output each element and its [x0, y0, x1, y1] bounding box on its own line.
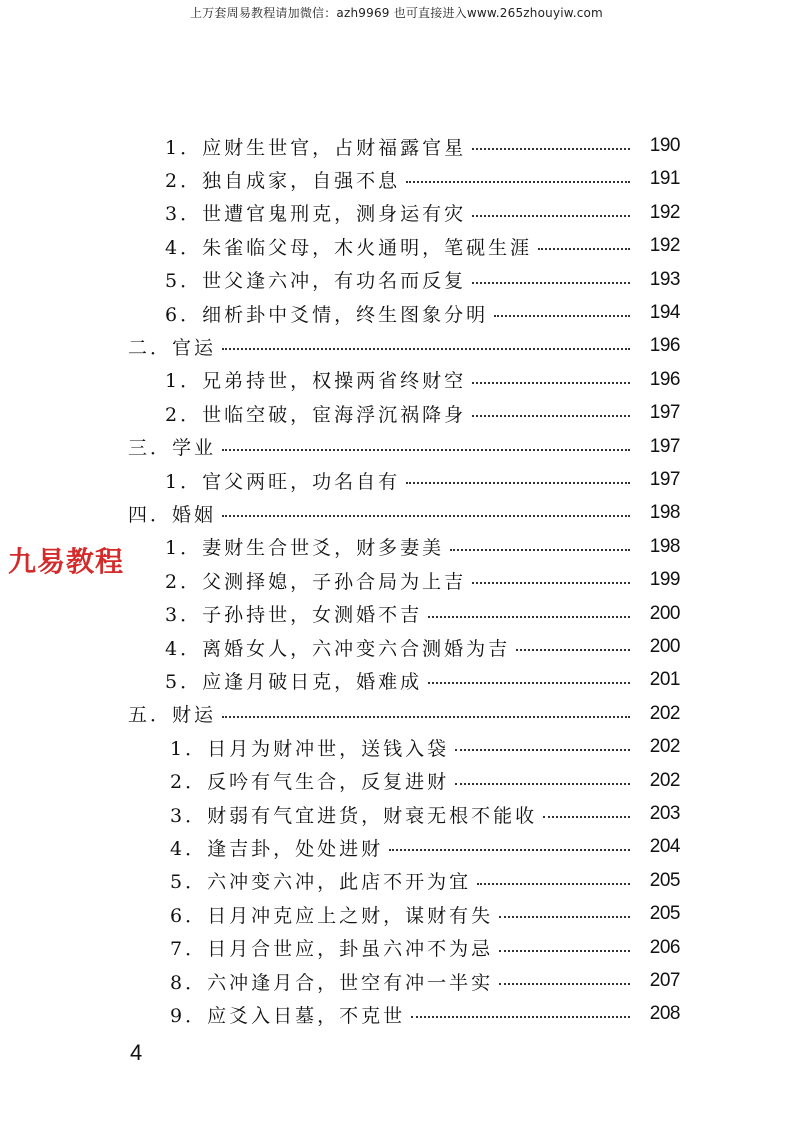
toc-entry[interactable]: [165, 631, 680, 663]
toc-entry-title: 2．父测择媳，子孙合局为上吉: [165, 570, 467, 593]
toc-leader-dots: [472, 215, 630, 217]
toc-entry-title: 3．财弱有气宜进货，财衰无根不能收: [170, 804, 538, 827]
toc-leader-dots: [411, 1016, 630, 1018]
toc-entry[interactable]: [165, 664, 680, 696]
toc-entry-title: 2．世临空破，宦海浮沉祸降身: [165, 403, 467, 426]
toc-entry-title: 1．日月为财冲世，送钱入袋: [170, 737, 450, 760]
toc-leader-dots: [222, 348, 630, 350]
toc-leader-dots: [222, 515, 630, 517]
toc-entry-title: 四．婚姻: [128, 503, 217, 526]
toc-entry[interactable]: [165, 130, 680, 162]
toc-entry[interactable]: [128, 330, 680, 362]
toc-entry-page: 196: [649, 368, 680, 390]
toc-leader-dots: [472, 415, 630, 417]
toc-entry[interactable]: [165, 163, 680, 195]
toc-entry-page: 200: [649, 636, 680, 657]
toc-entry-page: 197: [649, 469, 680, 490]
toc-entry-title: 1．官父两旺，功名自有: [165, 470, 401, 493]
toc-entry-title: 3．子孙持世，女测婚不吉: [165, 604, 423, 627]
toc-leader-dots: [472, 382, 630, 384]
toc-leader-dots: [428, 616, 630, 618]
toc-entry-title: 4．逢吉卦，处处进财: [170, 837, 384, 860]
toc-entry-page: 202: [649, 702, 680, 724]
toc-entry-page: 201: [649, 669, 680, 691]
toc-entry[interactable]: [165, 197, 680, 229]
toc-leader-dots: [428, 682, 630, 684]
toc-entry[interactable]: [170, 798, 680, 830]
toc-leader-dots: [494, 315, 630, 317]
toc-entry-title: 1．妻财生合世爻，财多妻美: [165, 537, 445, 560]
toc-entry[interactable]: [170, 831, 680, 863]
toc-entry[interactable]: [165, 397, 680, 429]
toc-entry-title: 二．官运: [128, 336, 217, 359]
toc-entry-title: 3．世遭官鬼刑克，测身运有灾: [165, 203, 467, 226]
toc-leader-dots: [455, 749, 630, 751]
toc-entry[interactable]: [165, 364, 680, 396]
toc-entry-page: 207: [649, 970, 680, 991]
toc-entry-page: 191: [649, 168, 680, 190]
toc-entry[interactable]: [170, 965, 680, 997]
toc-entry-title: 4．朱雀临父母，木火通明，笔砚生涯: [165, 236, 533, 259]
toc-leader-dots: [455, 783, 630, 785]
toc-entry-page: 206: [649, 936, 680, 958]
toc-entry-page: 202: [649, 736, 680, 758]
toc-entry[interactable]: [170, 865, 680, 897]
toc-leader-dots: [499, 950, 630, 952]
toc-leader-dots: [406, 482, 630, 484]
watermark-logo: 九易教程: [8, 545, 125, 578]
toc-leader-dots: [450, 549, 630, 551]
toc-entry[interactable]: [170, 998, 680, 1030]
toc-entry-title: 1．应财生世官，占财福露官星: [165, 136, 467, 159]
toc-entry-page: 198: [649, 502, 680, 524]
toc-entry-page: 192: [649, 235, 680, 257]
toc-entry-page: 192: [649, 201, 680, 223]
toc-entry-page: 194: [649, 302, 680, 323]
toc-entry[interactable]: [128, 698, 680, 730]
toc-entry-title: 五．财运: [128, 704, 217, 727]
toc-entry-page: 205: [649, 903, 680, 925]
toc-entry-page: 197: [649, 402, 680, 424]
toc-entry-page: 202: [649, 769, 680, 791]
toc-entry[interactable]: [165, 464, 680, 496]
toc-entry-title: 8．六冲逢月合，世空有冲一半实: [170, 971, 494, 994]
toc-entry-title: 4．离婚女人，六冲变六合测婚为吉: [165, 637, 511, 660]
toc-entry[interactable]: [170, 932, 680, 964]
toc-entry-title: 5．世父逢六冲，有功名而反复: [165, 270, 467, 293]
toc-entry-page: 198: [649, 535, 680, 557]
page-header-notice: 上万套周易教程请加微信：azh9969 也可直接进入www.265zhouyiw.com: [190, 6, 603, 20]
toc-leader-dots: [477, 883, 630, 885]
toc-leader-dots: [472, 148, 630, 150]
toc-leader-dots: [389, 849, 630, 851]
toc-entry[interactable]: [170, 765, 680, 797]
toc-leader-dots: [222, 449, 630, 451]
toc-entry-page: 196: [649, 335, 680, 357]
toc-leader-dots: [222, 716, 630, 718]
toc-entry-title: 2．独自成家，自强不息: [165, 169, 401, 192]
toc-leader-dots: [472, 282, 630, 284]
toc-entry-title: 6．日月冲克应上之财，谋财有失: [170, 904, 494, 927]
toc-entry[interactable]: [165, 230, 680, 262]
toc-entry-page: 200: [649, 602, 680, 624]
toc-entry-page: 193: [649, 268, 680, 290]
toc-entry-title: 1．兄弟持世，权操两省终财空: [165, 370, 467, 393]
toc-entry-page: 204: [649, 836, 680, 858]
toc-entry[interactable]: [165, 531, 680, 563]
toc-entry[interactable]: [165, 297, 680, 329]
toc-entry-page: 208: [649, 1003, 680, 1025]
toc-entry[interactable]: [165, 564, 680, 596]
toc-entry-title: 三．学业: [128, 437, 217, 460]
toc-entry-page: 203: [649, 803, 680, 824]
toc-entry[interactable]: [165, 264, 680, 296]
toc-leader-dots: [538, 248, 630, 250]
toc-entry-page: 197: [649, 435, 680, 457]
toc-entry[interactable]: [165, 598, 680, 630]
toc-leader-dots: [406, 181, 630, 183]
toc-entry-title: 9．应爻入日墓，不克世: [170, 1004, 406, 1027]
toc-entry-title: 6．细析卦中爻情，终生图象分明: [165, 303, 489, 326]
toc-entry-title: 5．六冲变六冲，此店不开为宜: [170, 871, 472, 894]
toc-entry-title: 7．日月合世应，卦虽六冲不为忌: [170, 938, 494, 961]
toc-leader-dots: [516, 649, 630, 651]
toc-leader-dots: [472, 582, 630, 584]
toc-entry[interactable]: [170, 731, 680, 763]
toc-entry[interactable]: [170, 898, 680, 930]
page-number: 4: [130, 1040, 143, 1065]
toc-entry-title: 5．应逢月破日克，婚难成: [165, 670, 423, 693]
toc-leader-dots: [543, 816, 630, 818]
toc-entry-page: 190: [649, 135, 680, 156]
toc-entry-page: 199: [649, 569, 680, 591]
toc-entry-title: 2．反吟有气生合，反复进财: [170, 771, 450, 794]
toc-entry[interactable]: [128, 497, 680, 529]
toc-entry-page: 205: [649, 869, 680, 891]
toc-entry[interactable]: [128, 431, 680, 463]
toc-leader-dots: [499, 983, 630, 985]
toc-leader-dots: [499, 916, 630, 918]
